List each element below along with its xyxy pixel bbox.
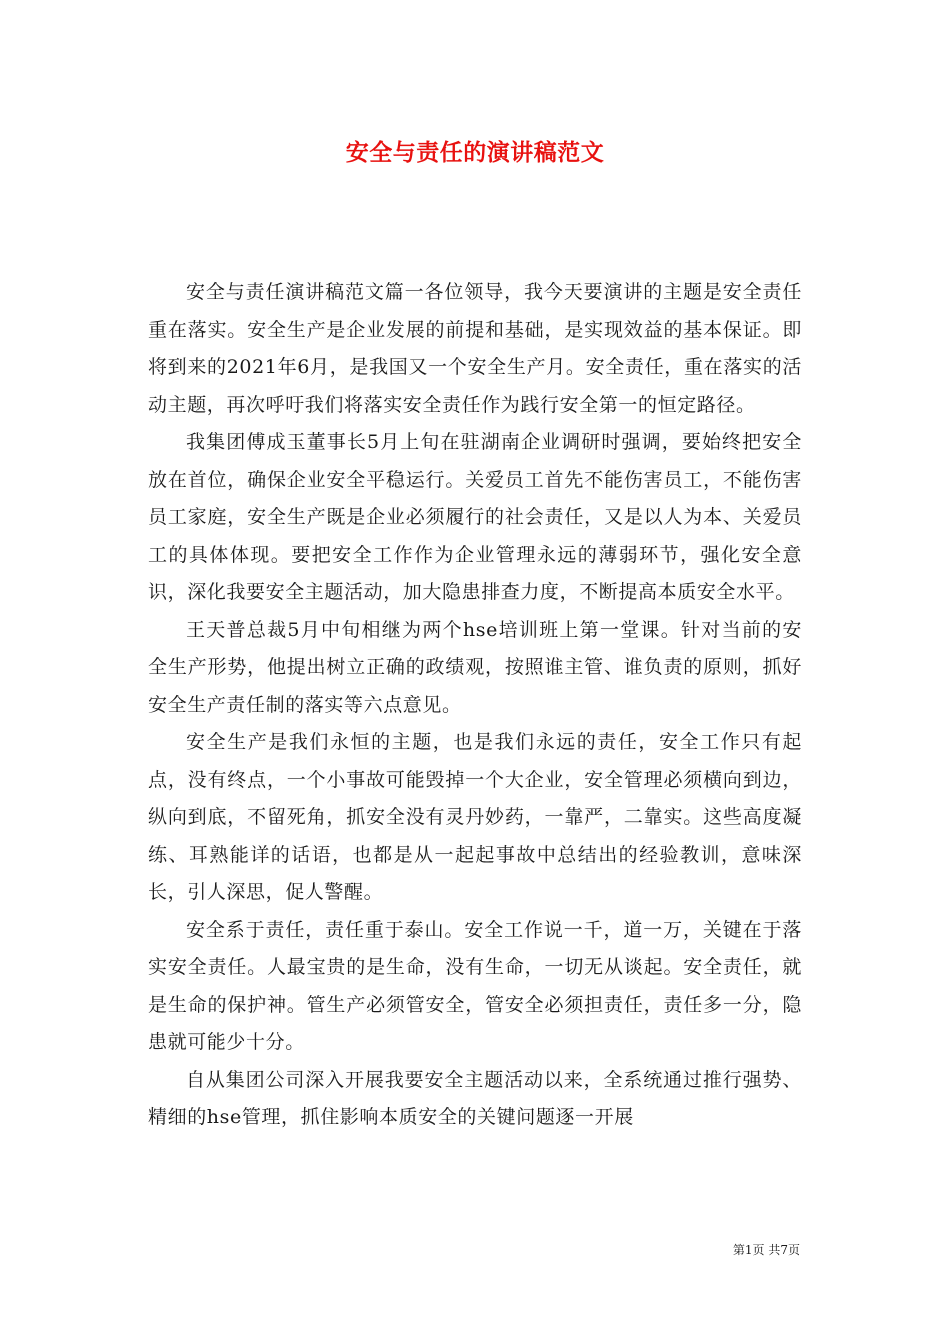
paragraph: 自从集团公司深入开展我要安全主题活动以来，全系统通过推行强势、精细的hse管理，抓住影响本质安全的关键问题逐一开展: [148, 1068, 802, 1128]
page-footer: 第1页 共7页: [732, 1243, 800, 1257]
document-title: 安全与责任的演讲稿范文: [345, 139, 605, 166]
paragraph: 安全系于责任，责任重于泰山。安全工作说一千，道一万，关键在于落实安全责任。人最宝贵的是生命，没有生命，一切无从谈起。安全责任，就是生命的保护神。管生产必须管安全，管安全必须担责任，责任多一分，隐患就可能少十分。: [148, 918, 802, 1053]
paragraph: 我集团傅成玉董事长5月上旬在驻湖南企业调研时强调，要始终把安全放在首位，确保企业安全平稳运行。关爱员工首先不能伤害员工，不能伤害员工家庭，安全生产既是企业必须履行的社会责任，又是以人为本、关爱员工的具体体现。要把安全工作作为企业管理永远的薄弱环节，强化安全意识，深化我要安全主题活动，加大隐患排查力度，不断提高本质安全水平。: [148, 431, 802, 603]
document-body: [148, 274, 802, 1137]
paragraph: 安全与责任演讲稿范文篇一各位领导，我今天要演讲的主题是安全责任重在落实。安全生产是企业发展的前提和基础，是实现效益的基本保证。即将到来的2021年6月，是我国又一个安全生产月。安全责任，重在落实的活动主题，再次呼吁我们将落实安全责任作为践行安全第一的恒定路径。: [148, 281, 802, 416]
paragraph: 安全生产是我们永恒的主题，也是我们永远的责任，安全工作只有起点，没有终点，一个小事故可能毁掉一个大企业，安全管理必须横向到边，纵向到底，不留死角，抓安全没有灵丹妙药，一靠严，二靠实。这些高度凝练、耳熟能详的话语，也都是从一起起事故中总结出的经验教训，意味深长，引人深思，促人警醒。: [148, 731, 802, 903]
paragraph: 王天普总裁5月中旬相继为两个hse培训班上第一堂课。针对当前的安全生产形势，他提出树立正确的政绩观，按照谁主管、谁负责的原则，抓好安全生产责任制的落实等六点意见。: [148, 618, 802, 716]
